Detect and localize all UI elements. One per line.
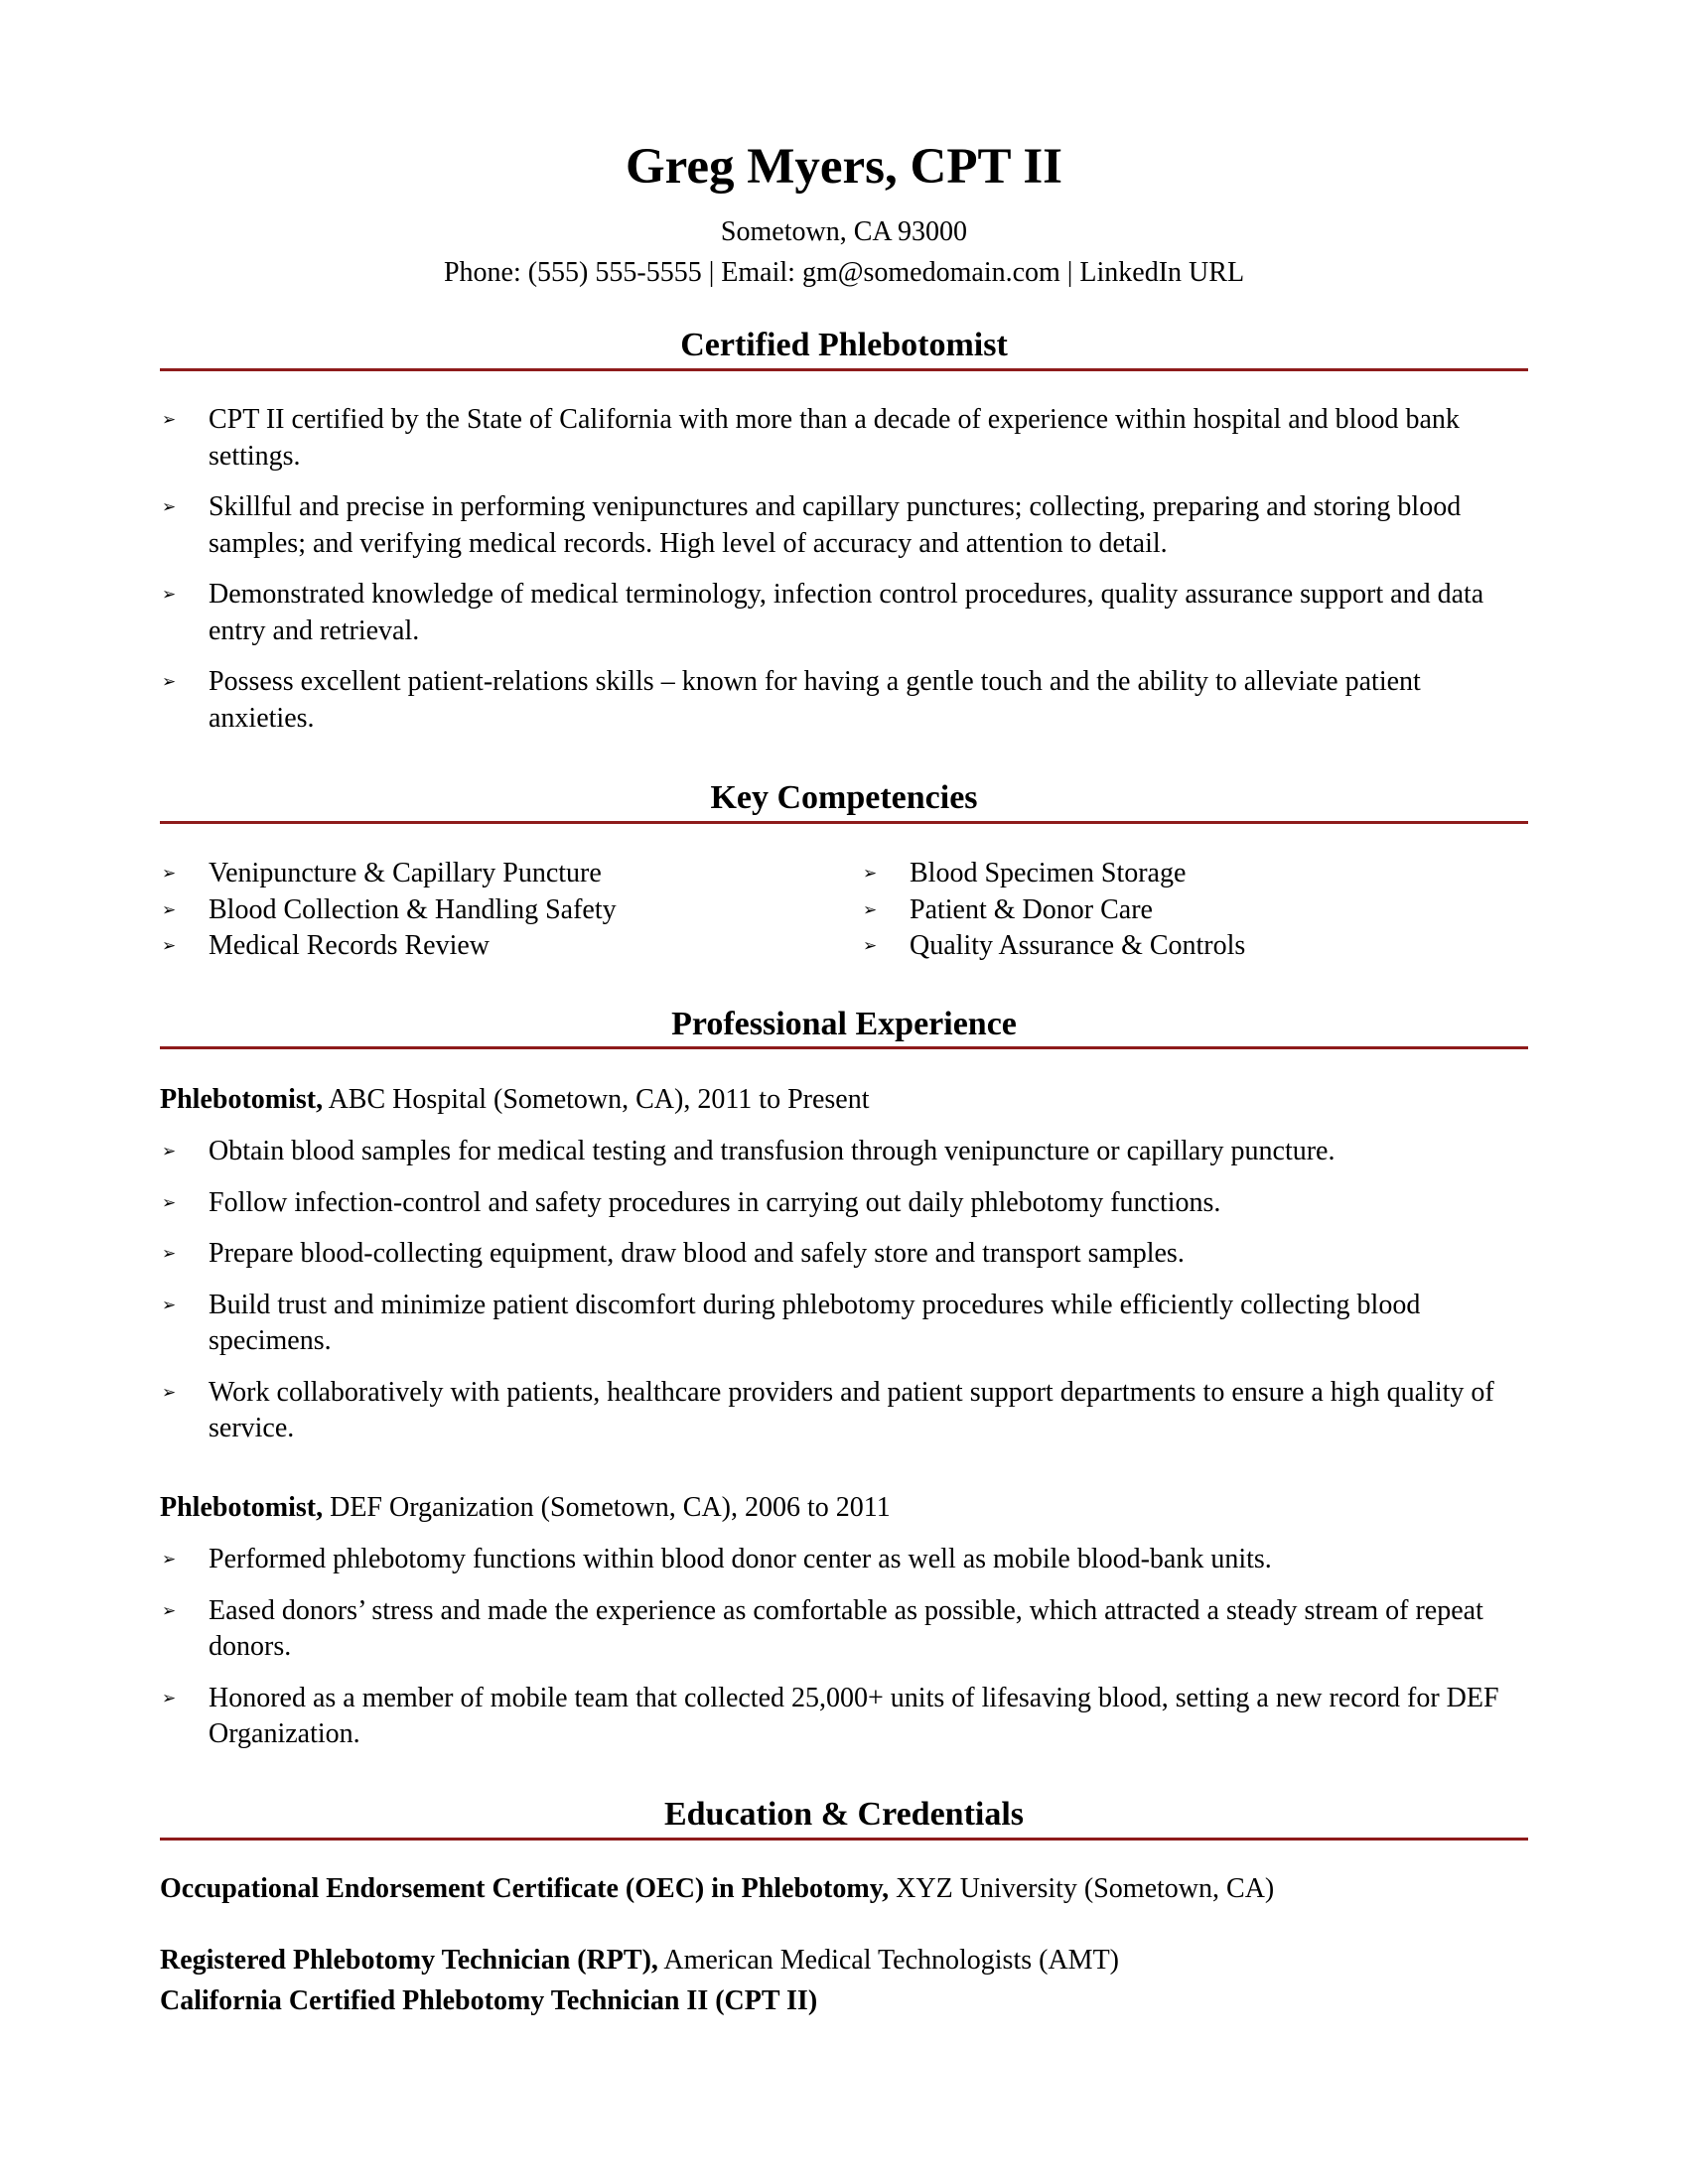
job-duties-list bbox=[160, 1134, 1528, 1462]
arrowhead-bullet-icon: ➢ bbox=[863, 864, 878, 884]
competency-item: ➢ Venipuncture & Capillary Puncture bbox=[160, 856, 861, 892]
list-item: ➢ Possess excellent patient-relations skills – known for having a gentle touch and the ability to alleviate patient anxieties. bbox=[162, 666, 1421, 734]
arrowhead-bullet-icon: ➢ bbox=[162, 672, 177, 692]
list-item: ➢ Work collaboratively with patients, healthcare providers and patient support departments to ensure a high quality of service. bbox=[162, 1376, 1494, 1443]
list-item: ➢ Honored as a member of mobile team that collected 25,000+ units of lifesaving blood, setting a new record for DEF Organization. bbox=[162, 1682, 1499, 1749]
list-item: ➢ Follow infection-control and safety procedures in carrying out daily phlebotomy functions. bbox=[160, 1185, 1528, 1222]
contact-line: Phone: (555) 555-5555 | Email: gm@somedomain.com | LinkedIn URL bbox=[443, 257, 1245, 288]
arrowhead-bullet-icon: ➢ bbox=[162, 1600, 177, 1621]
candidate-name: Greg Myers, CPT II bbox=[625, 139, 1063, 195]
arrowhead-bullet-icon: ➢ bbox=[162, 585, 177, 605]
list-item: ➢ Eased donors’ stress and made the experience as comfortable as possible, which attracted a steady stream of repeat donors. bbox=[162, 1594, 1483, 1662]
arrowhead-bullet-icon: ➢ bbox=[162, 410, 177, 430]
arrowhead-bullet-icon: ➢ bbox=[863, 936, 878, 956]
job-title-line: Phlebotomist, ABC Hospital (Sometown, CA), 2011 to Present bbox=[160, 1084, 870, 1115]
job-duties-list bbox=[160, 1542, 1528, 1768]
arrowhead-bullet-icon: ➢ bbox=[162, 1244, 177, 1264]
education-entry: California Certified Phlebotomy Technician II (CPT II) bbox=[160, 1985, 818, 2016]
competency-item: ➢ Quality Assurance & Controls bbox=[861, 928, 1528, 965]
list-item: ➢ CPT II certified by the State of California with more than a decade of experience within hospital and blood bank settings. bbox=[162, 404, 1460, 472]
location: Sometown, CA 93000 bbox=[720, 216, 968, 247]
arrowhead-bullet-icon: ➢ bbox=[162, 936, 177, 956]
list-item: ➢ Build trust and minimize patient discomfort during phlebotomy procedures while efficiently collecting blood specimens. bbox=[162, 1289, 1421, 1356]
arrowhead-bullet-icon: ➢ bbox=[162, 1192, 177, 1213]
arrowhead-bullet-icon: ➢ bbox=[162, 1688, 177, 1708]
arrowhead-bullet-icon: ➢ bbox=[162, 899, 177, 920]
list-item: ➢ Skillful and precise in performing venipunctures and capillary punctures; collecting, preparing and storing blood samples; and verifying medical records. High level of accuracy and attention to detail. bbox=[162, 491, 1462, 559]
section-heading-summary: Certified Phlebotomist bbox=[680, 327, 1008, 363]
list-item: ➢ Obtain blood samples for medical testing and transfusion through venipuncture or capillary puncture. bbox=[160, 1134, 1528, 1170]
competency-item: ➢ Medical Records Review bbox=[160, 928, 861, 965]
education-entry: Registered Phlebotomy Technician (RPT), American Medical Technologists (AMT) bbox=[160, 1945, 1119, 1976]
arrowhead-bullet-icon: ➢ bbox=[162, 497, 177, 517]
list-item: ➢ Prepare blood-collecting equipment, draw blood and safely store and transport samples. bbox=[160, 1236, 1528, 1273]
list-item: ➢ Demonstrated knowledge of medical terminology, infection control procedures, quality assurance support and data entry and retrieval. bbox=[162, 579, 1484, 646]
list-item: ➢ Performed phlebotomy functions within blood donor center as well as mobile blood-bank units. bbox=[160, 1542, 1528, 1578]
arrowhead-bullet-icon: ➢ bbox=[162, 1295, 177, 1315]
arrowhead-bullet-icon: ➢ bbox=[162, 864, 177, 884]
arrowhead-bullet-icon: ➢ bbox=[162, 1142, 177, 1161]
arrowhead-bullet-icon: ➢ bbox=[162, 1382, 177, 1403]
education-entry: Occupational Endorsement Certificate (OEC) in Phlebotomy, XYZ University (Sometown, CA) bbox=[160, 1873, 1275, 1904]
arrowhead-bullet-icon: ➢ bbox=[863, 899, 878, 920]
arrowhead-bullet-icon: ➢ bbox=[162, 1550, 177, 1570]
section-divider bbox=[160, 1838, 1528, 1841]
competencies-grid bbox=[160, 856, 1528, 965]
competency-item: ➢ Patient & Donor Care bbox=[861, 892, 1528, 929]
section-divider bbox=[160, 821, 1528, 824]
section-divider bbox=[160, 368, 1528, 371]
section-divider bbox=[160, 1046, 1528, 1049]
competency-item: ➢ Blood Collection & Handling Safety bbox=[160, 892, 861, 929]
section-heading-competencies: Key Competencies bbox=[710, 779, 978, 816]
job-title-line: Phlebotomist, DEF Organization (Sometown, CA), 2006 to 2011 bbox=[160, 1492, 891, 1523]
section-heading-experience: Professional Experience bbox=[671, 1006, 1017, 1042]
summary-list bbox=[160, 402, 1528, 751]
competency-item: ➢ Blood Specimen Storage bbox=[861, 856, 1528, 892]
section-heading-education: Education & Credentials bbox=[663, 1796, 1025, 1833]
